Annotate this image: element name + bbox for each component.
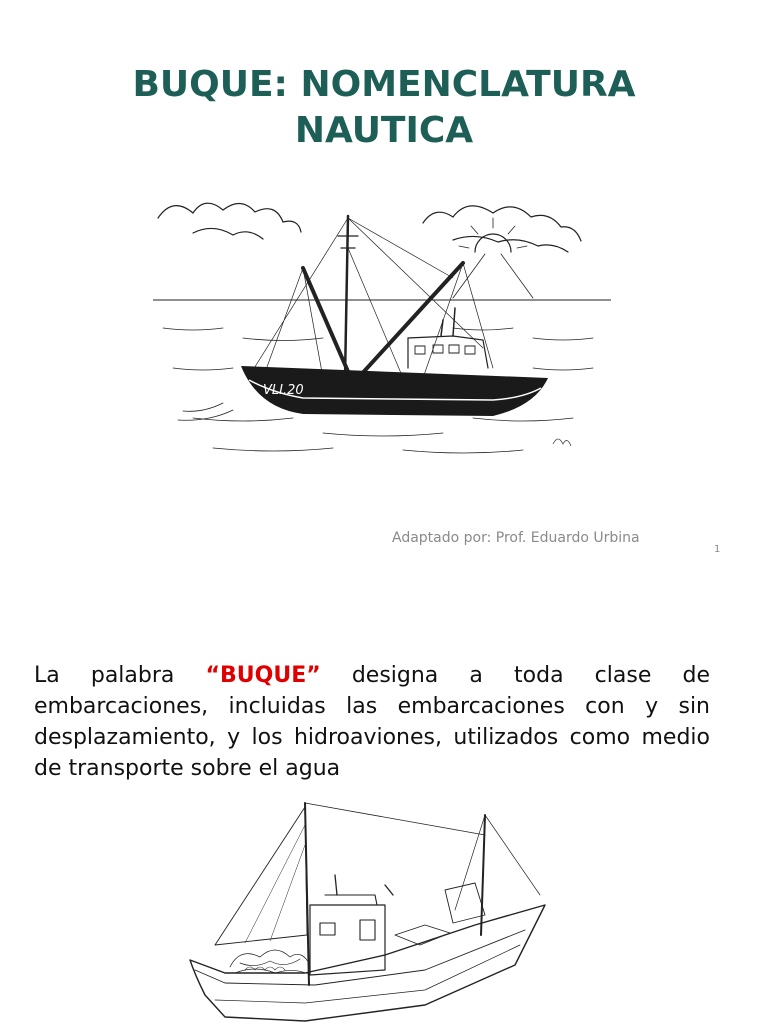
- author-credit: Adaptado por: Prof. Eduardo Urbina: [392, 530, 640, 546]
- slide-2: [0, 580, 768, 1024]
- title-line-1: BUQUE: NOMENCLATURA: [132, 64, 636, 105]
- highlight-buque: “BUQUE”: [205, 663, 321, 688]
- hull-marking: VLI.20: [263, 383, 304, 398]
- definition-paragraph: [34, 660, 710, 784]
- text-after-highlight: designa a toda clase de embarcaciones, incluidas las embarcaciones con y sin desplazamiento, y los hidroaviones, utilizados como medio de transporte sobre el agua: [34, 663, 710, 781]
- slide-title: [40, 62, 728, 154]
- slide-number: 1: [714, 544, 721, 555]
- text-before-highlight: La palabra: [34, 663, 206, 688]
- trawler-line-drawing: [185, 795, 555, 1024]
- fishing-boat-illustration: [153, 188, 611, 466]
- title-line-2: NAUTICA: [294, 110, 474, 151]
